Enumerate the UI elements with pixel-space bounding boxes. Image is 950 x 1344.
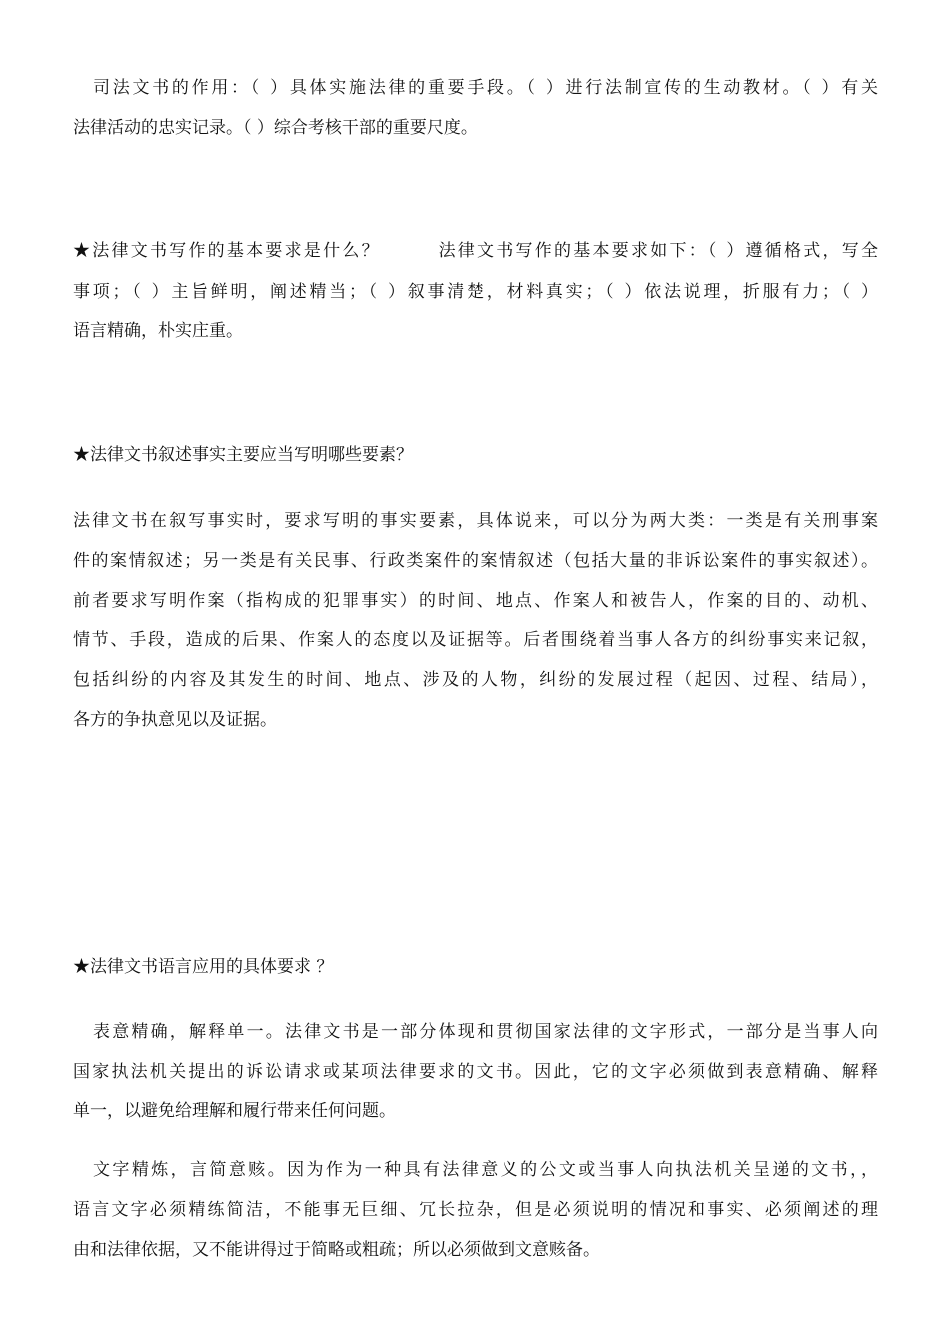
paragraph-line: 前者要求写明作案（指构成的犯罪事实）的时间、地点、作案人和被告人，作案的目的、动机、 [73, 591, 878, 611]
paragraph-line: 法律活动的忠实记录。（ ）综合考核干部的重要尺度。 [73, 118, 478, 138]
paragraph-line: 国家执法机关提出的诉讼请求或某项法律要求的文书。因此，它的文字必须做到表意精确、解释 [73, 1062, 878, 1082]
paragraph-line: 件的案情叙述；另一类是有关民事、行政类案件的案情叙述（包括大量的非诉讼案件的事实叙述）。 [73, 551, 878, 571]
paragraph-line: 各方的争执意见以及证据。 [73, 710, 277, 730]
paragraph-line: 语言文字必须精练简洁，不能事无巨细、冗长拉杂，但是必须说明的情况和事实、必须阐述的理 [73, 1200, 878, 1220]
paragraph-line: 文字精炼，言简意赅。因为作为一种具有法律意义的公文或当事人向执法机关呈递的文书，， [93, 1160, 878, 1180]
paragraph-line: 包括纠纷的内容及其发生的时间、地点、涉及的人物，纠纷的发展过程（起因、过程、结局）， [73, 670, 878, 690]
paragraph-line: 语言精确，朴实庄重。 [73, 321, 243, 341]
paragraph-line: 法律文书在叙写事实时，要求写明的事实要素，具体说来，可以分为两大类：一类是有关刑事案 [73, 511, 878, 531]
question-line: ★法律文书写作的基本要求是什么？ 法律文书写作的基本要求如下：（ ）遵循格式，写全 [73, 241, 878, 261]
section-heading: ★法律文书叙述事实主要应当写明哪些要素？ [73, 445, 413, 465]
section-heading: ★法律文书语言应用的具体要求 ？ [73, 957, 334, 977]
paragraph-line: 情节、手段，造成的后果、作案人的态度以及证据等。后者围绕着当事人各方的纠纷事实来记叙， [73, 630, 878, 650]
paragraph-line: 事项；（ ）主旨鲜明，阐述精当；（ ）叙事清楚，材料真实；（ ）依法说理，折服有力；（ ） [73, 282, 878, 302]
paragraph-line: 司法文书的作用：（ ）具体实施法律的重要手段。（ ）进行法制宣传的生动教材。（ ）有关 [93, 78, 878, 98]
paragraph-line: 由和法律依据，又不能讲得过于简略或粗疏；所以必须做到文意赅备。 [73, 1240, 600, 1260]
paragraph-line: 表意精确，解释单一。法律文书是一部分体现和贯彻国家法律的文字形式，一部分是当事人向 [93, 1022, 878, 1042]
paragraph-line: 单一，以避免给理解和履行带来任何问题。 [73, 1101, 396, 1121]
